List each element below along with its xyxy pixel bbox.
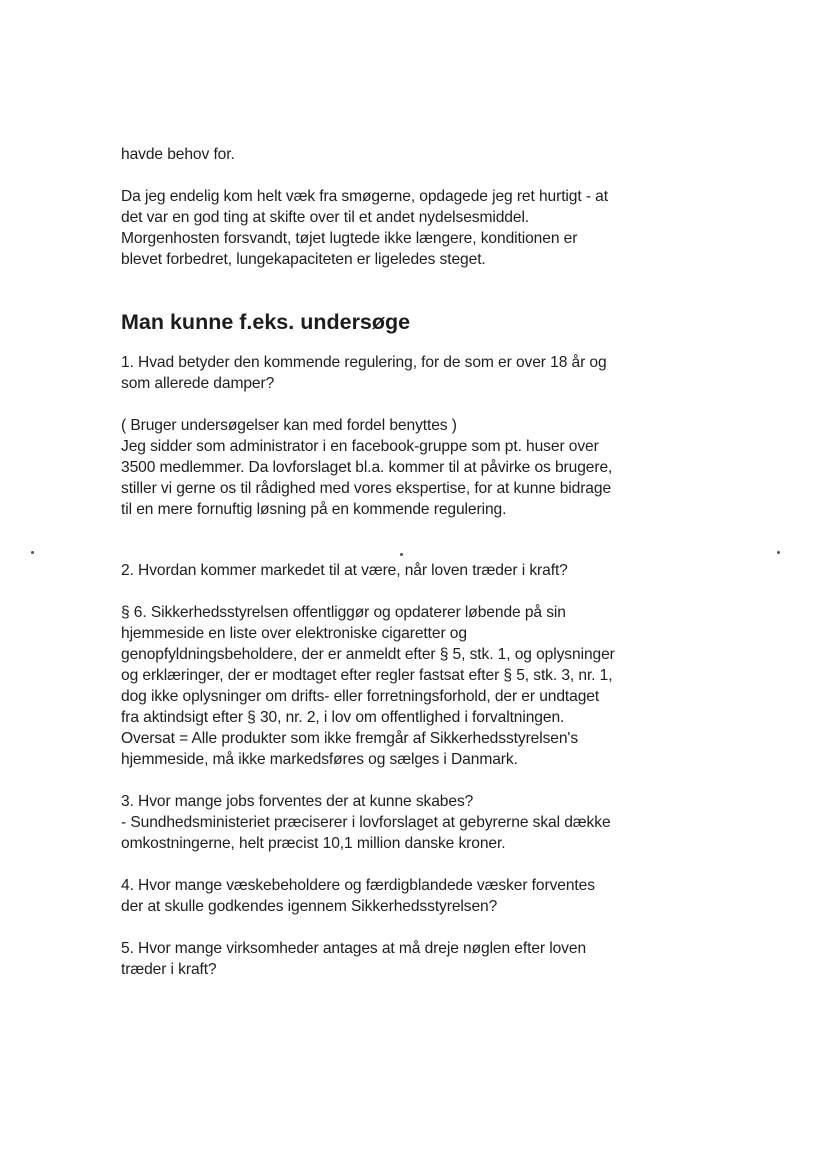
paragraph-intro-ending: havde behov for. [121, 146, 235, 163]
section-heading: Man kunne f.eks. undersøge [121, 310, 411, 334]
question-3: 3. Hvor mange jobs forventes der at kunne skabes? - Sundhedsministeriet præciserer i lovforslaget at gebyrerne skal dække omkostningerne, helt præcist 10,1 million danske kroner. [121, 793, 611, 852]
paragraph-quitting-smoking: Da jeg endelig kom helt væk fra smøgerne, opdagede jeg ret hurtigt - at det var en god ting at skifte over til et andet nydelsesmiddel. Morgenhosten forsvandt, tøjet lugtede ikke længere, konditionen er blevet forbedret, lungekapaciteten er ligeledes steget. [121, 188, 608, 268]
question-1: 1. Hvad betyder den kommende regulering, for de som er over 18 år og som allerede damper? [121, 354, 607, 392]
document-body [121, 144, 701, 980]
question-4: 4. Hvor mange væskebeholdere og færdigblandede væsker forventes der at skulle godkendes igennem Sikkerhedsstyrelsen? [121, 877, 595, 915]
scan-mark-right [777, 551, 780, 554]
question-5: 5. Hvor mange virksomheder antages at må dreje nøglen efter loven træder i kraft? [121, 940, 587, 978]
scan-mark-left [31, 551, 34, 554]
question-2: 2. Hvordan kommer markedet til at være, når loven træder i kraft? [121, 562, 568, 579]
user-survey-note: ( Bruger undersøgelser kan med fordel benyttes ) Jeg sidder som administrator i en facebook-gruppe som pt. huser over 3500 medlemmer. Da lovforslaget bl.a. kommer til at påvirke os brugere, stiller vi gerne os til rådighed med vores ekspertise, for at kunne bidrage til en mere fornuftig løsning på en kommende regulering. [121, 417, 613, 518]
section-6-quote: § 6. Sikkerhedsstyrelsen offentliggør og opdaterer løbende på sin hjemmeside en liste over elektroniske cigaretter og genopfyldningsbeholdere, der er anmeldt efter § 5, stk. 1, og oplysninger og erklæringer, der er modtaget efter regler fastsat efter § 5, stk. 3, nr. 1, dog ikke oplysninger om drifts- eller forretningsforhold, der er undtaget fra aktindsigt efter § 30, nr. 2, i lov om offentlighed i forvaltningen. Oversat = Alle produkter som ikke fremgår af Sikkerhedsstyrelsen's hjemmeside, må ikke markedsføres og sælges i Danmark. [121, 604, 615, 768]
